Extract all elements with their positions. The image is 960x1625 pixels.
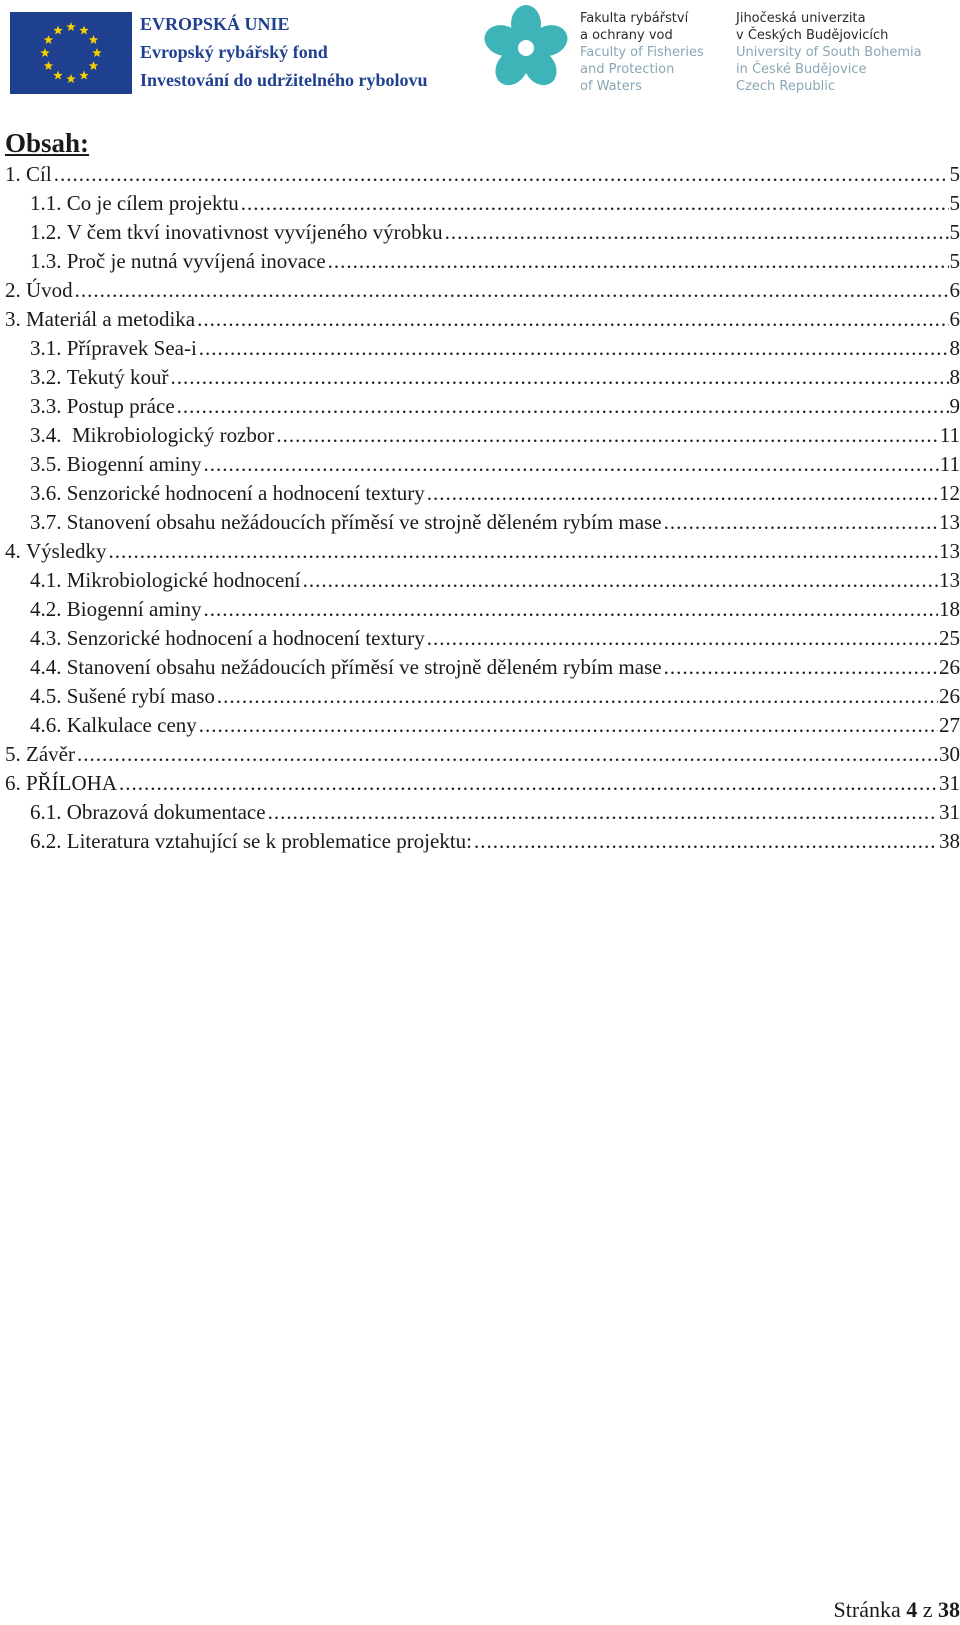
- page-footer: [834, 1597, 960, 1623]
- toc-entry-number: 3.1.: [30, 336, 67, 360]
- toc-entry-number: 6.: [5, 771, 26, 795]
- toc-entry-title: Výsledky: [26, 539, 107, 563]
- toc-entry-number: 6.1.: [30, 800, 67, 824]
- toc-entry-title: Mikrobiologický rozbor: [72, 423, 275, 447]
- toc-entry-number: 4.6.: [30, 713, 67, 737]
- toc-entry-title: Stanovení obsahu nežádoucích příměsí ve strojně děleném rybím mase: [66, 510, 662, 534]
- faculty-flower-logo: [482, 4, 570, 92]
- toc-entry[interactable]: [5, 334, 960, 363]
- total-pages: 38: [938, 1597, 960, 1622]
- toc-leader-dots: [54, 160, 949, 189]
- toc-entry-number: 4.5.: [30, 684, 67, 708]
- toc-entry[interactable]: [5, 305, 960, 334]
- toc-entry-page: 13: [939, 510, 960, 534]
- toc-leader-dots: [445, 218, 949, 247]
- page-label: Stránka: [833, 1597, 901, 1622]
- toc-leader-dots: [268, 798, 938, 827]
- toc-entry-number: 1.: [5, 162, 26, 186]
- toc-entry[interactable]: [5, 276, 960, 305]
- toc-entry-title: Proč je nutná vyvíjená inovace: [66, 249, 326, 273]
- toc-leader-dots: [75, 276, 949, 305]
- toc-entry-title: Stanovení obsahu nežádoucích příměsí ve strojně děleném rybím mase: [66, 655, 662, 679]
- toc-entry-page: 5: [949, 220, 960, 244]
- toc-leader-dots: [199, 334, 949, 363]
- toc-entry[interactable]: [5, 450, 960, 479]
- eu-flag-logo: [10, 12, 132, 94]
- flower-icon: [482, 4, 570, 92]
- toc-entry-title: Přípravek Sea-i: [66, 336, 197, 360]
- eu-flag-icon: [10, 12, 132, 94]
- toc-entry-title: Sušené rybí maso: [66, 684, 215, 708]
- toc-leader-dots: [204, 450, 939, 479]
- toc-entry-number: 3.: [5, 307, 26, 331]
- toc-entry-title: Úvod: [26, 278, 73, 302]
- toc-entry-title: Postup práce: [66, 394, 175, 418]
- faculty-name-cz-1: Fakulta rybářství: [580, 11, 689, 26]
- toc-entry-page: 12: [939, 481, 960, 505]
- toc-entry-number: 1.3.: [30, 249, 67, 273]
- toc-entry[interactable]: [5, 421, 960, 450]
- faculty-name-cz-2: a ochrany vod: [580, 28, 673, 43]
- toc-entry-title: Cíl: [26, 162, 52, 186]
- toc-entry-title: PŘÍLOHA: [26, 771, 118, 795]
- eu-text-block: [140, 10, 428, 94]
- toc-entry-page: 30: [939, 742, 960, 766]
- current-page-number: 4: [906, 1597, 918, 1622]
- toc-entry-title: Co je cílem projektu: [66, 191, 239, 215]
- university-name-cz-2: v Českých Budějovicích: [736, 28, 889, 43]
- toc-entry-page: 26: [939, 684, 960, 708]
- eu-title: EVROPSKÁ UNIE: [140, 14, 290, 34]
- toc-entry-title: Obrazová dokumentace: [66, 800, 266, 824]
- toc-entry-page: 6: [949, 278, 960, 302]
- toc-entry-title: Biogenní aminy: [66, 452, 202, 476]
- toc-entry-page: 5: [949, 162, 960, 186]
- toc-entry-page: 13: [939, 568, 960, 592]
- toc-entry[interactable]: [5, 740, 960, 769]
- toc-entry-title: Biogenní aminy: [66, 597, 202, 621]
- toc-entry[interactable]: [5, 160, 960, 189]
- toc-entry[interactable]: [5, 479, 960, 508]
- toc-leader-dots: [427, 624, 938, 653]
- toc-entry-number: 5.: [5, 742, 26, 766]
- toc-entry[interactable]: [5, 218, 960, 247]
- toc-entry-page: 6: [949, 307, 960, 331]
- toc-entry[interactable]: [5, 711, 960, 740]
- toc-entry-page: 27: [939, 713, 960, 737]
- toc-leader-dots: [217, 682, 938, 711]
- toc-leader-dots: [204, 595, 939, 624]
- toc-entry[interactable]: [5, 595, 960, 624]
- page-separator: z: [922, 1597, 933, 1622]
- toc-leader-dots: [664, 508, 938, 537]
- toc-leader-dots: [474, 827, 938, 856]
- toc-entry-number: 3.7.: [30, 510, 67, 534]
- toc-entry[interactable]: [5, 189, 960, 218]
- university-name-en-1: University of South Bohemia: [736, 45, 922, 60]
- toc-title: Obsah:: [5, 128, 90, 158]
- toc-entry-page: 11: [939, 452, 960, 476]
- toc-leader-dots: [119, 769, 938, 798]
- toc-entry-title: Senzorické hodnocení a hodnocení textury: [66, 481, 425, 505]
- toc-entry-number: 3.3.: [30, 394, 67, 418]
- toc-entry[interactable]: [5, 798, 960, 827]
- toc-entry-page: 9: [949, 394, 960, 418]
- toc-entry-page: 31: [939, 800, 960, 824]
- toc-entry-page: 5: [949, 249, 960, 273]
- toc-entry-title: Tekutý kouř: [66, 365, 169, 389]
- toc-leader-dots: [427, 479, 938, 508]
- toc-list: [5, 160, 960, 856]
- toc-entry[interactable]: [5, 682, 960, 711]
- university-name-cz-1: Jihočeská univerzita: [736, 11, 866, 26]
- toc-entry[interactable]: [5, 537, 960, 566]
- toc-entry-number: 2.: [5, 278, 26, 302]
- toc-entry-number: 3.5.: [30, 452, 67, 476]
- toc-entry[interactable]: [5, 566, 960, 595]
- faculty-name-en-1: Faculty of Fisheries: [580, 45, 704, 60]
- toc-entry[interactable]: [5, 247, 960, 276]
- toc-leader-dots: [303, 566, 938, 595]
- toc-entry-number: 4.: [5, 539, 26, 563]
- toc-entry-page: 38: [939, 829, 960, 853]
- toc-entry-page: 18: [939, 597, 960, 621]
- toc-entry[interactable]: [5, 624, 960, 653]
- toc-leader-dots: [109, 537, 939, 566]
- toc-entry-title: Senzorické hodnocení a hodnocení textury: [66, 626, 425, 650]
- toc-entry-number: 3.4.: [30, 423, 72, 447]
- toc-entry-title: Závěr: [26, 742, 75, 766]
- toc-leader-dots: [241, 189, 949, 218]
- toc-entry-number: 6.2.: [30, 829, 67, 853]
- toc-entry-page: 26: [939, 655, 960, 679]
- toc-entry-number: 4.1.: [30, 568, 67, 592]
- toc-entry-number: 3.6.: [30, 481, 67, 505]
- toc-entry-title: Literatura vztahující se k problematice projektu:: [66, 829, 473, 853]
- toc-entry[interactable]: [5, 392, 960, 421]
- toc-leader-dots: [177, 392, 949, 421]
- toc-entry-page: 8: [949, 365, 960, 389]
- toc-entry[interactable]: [5, 653, 960, 682]
- toc-leader-dots: [328, 247, 949, 276]
- toc-entry[interactable]: [5, 769, 960, 798]
- faculty-name-en-3: of Waters: [580, 79, 642, 94]
- toc-entry-title: Kalkulace ceny: [66, 713, 197, 737]
- toc-entry-page: 25: [939, 626, 960, 650]
- toc-entry-number: 4.2.: [30, 597, 67, 621]
- eu-fund-name: Evropský rybářský fond: [140, 42, 328, 62]
- toc-entry-title: V čem tkví inovativnost vyvíjeného výrobku: [66, 220, 443, 244]
- toc-entry-page: 8: [949, 336, 960, 360]
- toc-entry-number: 4.4.: [30, 655, 67, 679]
- eu-motto: Investování do udržitelného rybolovu: [140, 70, 428, 90]
- toc-entry-page: 13: [939, 539, 960, 563]
- toc-entry-number: 1.1.: [30, 191, 67, 215]
- toc-entry-page: 31: [939, 771, 960, 795]
- toc-leader-dots: [77, 740, 938, 769]
- toc-leader-dots: [664, 653, 938, 682]
- toc-entry-number: 3.2.: [30, 365, 67, 389]
- toc-entry[interactable]: [5, 827, 960, 856]
- toc-leader-dots: [199, 711, 938, 740]
- toc-entry-number: 1.2.: [30, 220, 67, 244]
- toc-entry-title: Mikrobiologické hodnocení: [66, 568, 301, 592]
- toc-entry-page: 5: [949, 191, 960, 215]
- university-name-en-2: in České Budějovice: [736, 62, 867, 77]
- toc-leader-dots: [171, 363, 949, 392]
- toc-leader-dots: [276, 421, 938, 450]
- table-of-contents: [5, 126, 960, 856]
- toc-entry-number: 4.3.: [30, 626, 67, 650]
- university-name-en-3: Czech Republic: [736, 79, 835, 94]
- toc-entry-title: Materiál a metodika: [26, 307, 196, 331]
- toc-entry[interactable]: [5, 508, 960, 537]
- faculty-name-en-2: and Protection: [580, 62, 675, 77]
- faculty-name-block: [580, 10, 704, 95]
- toc-entry[interactable]: [5, 363, 960, 392]
- toc-entry-page: 11: [939, 423, 960, 447]
- toc-leader-dots: [197, 305, 948, 334]
- university-name-block: [736, 10, 922, 95]
- page-header: [0, 0, 960, 110]
